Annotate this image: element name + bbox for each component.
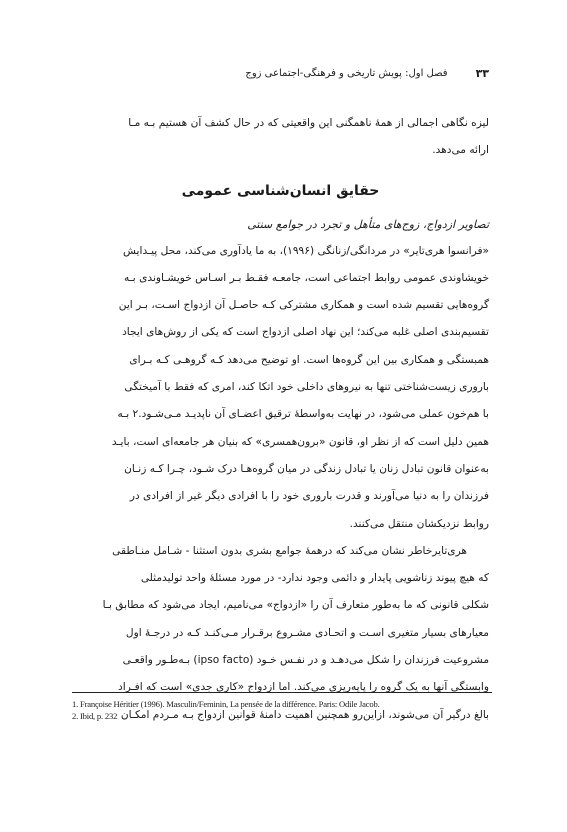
text-line: «فرانسوا هری‌تایر» در مردانگی/زنانگی (۱۹۹۶)، به ما یادآوری می‌کند، محل پیـدایش <box>123 244 489 257</box>
text-line: گروه‌هایی تقسیم شده است و همکاری مشترکی کـه حاصـل آن ازدواج اسـت، بـر این <box>118 299 489 312</box>
text-line: هری‌تایرخاطر نشان می‌کند که درهمهٔ جوامع بشری بدون استثنا - شـامل منـاطقی <box>112 544 467 557</box>
text-line: همبستگی و همکاری بین این گروه‌ها است. او توضیح می‌دهد کـه گروهـی کـه بـرای <box>129 353 489 366</box>
text-line: با هم‌خون عملی می‌شود، در نهایت به‌واسطهٔ ترقیق اعضـای آن ناپدیـد مـی‌شـود.۲ بـه <box>117 408 489 421</box>
text-line: شکلی قانونی که ما به‌طور متعارف آن را «ازدواج» می‌نامیم، ایجاد می‌شود که مطابق بـا <box>102 599 489 612</box>
text-line: باروری زیست‌شناختی تنها به نیروهای داخلی خود اتکا کند، امری که فقط با آمیختگی <box>124 381 489 394</box>
text-line: همین دلیل است که از نظر او، قانون «برون‌همسری» که بنیان هر جامعه‌ای است، بایـد <box>111 435 489 448</box>
text-line: وابستگی آنها به یک گروه را پایه‌ریزی می‌کند. اما ازدواج «کاری جدی» است که افـراد <box>118 681 489 694</box>
footnote-divider <box>72 692 492 693</box>
text-line: روابط نزدیکشان منتقل می‌کنند. <box>349 517 489 530</box>
text-line: معیارهای بسیار متغیری اسـت و اتحـادی مشـروع برقـرار مـی‌کنـد کـه در درجـهٔ اول <box>125 626 489 639</box>
intro-paragraph <box>72 110 489 165</box>
text-line: به‌عنوان قانون تبادل زنان یا تبادل زندگی در میان گروه‌هـا درک شـود، چـرا کـه زنـان <box>124 462 489 475</box>
running-title: فصل اول: پویش تاریخی و فرهنگی-اجتماعی زوج <box>245 67 448 79</box>
running-header <box>72 62 489 84</box>
text-line: بالغ درگیر آن می‌شوند، ازاین‌رو همچنین اهمیت دامنهٔ قوانین ازدواج بـه مـردم امکـان <box>120 708 489 721</box>
text-line: فرزندان را به دنیا می‌آورند و قدرت باروری خود را با افرادی دیگر غیر از افرادی در <box>129 490 489 503</box>
text-line: لیزه نگاهی اجمالی از همهٔ ناهمگنی این واقعیتی که در حال کشف آن هستیم بـه مـا <box>128 117 489 129</box>
main-text <box>72 110 489 729</box>
text-line: که هیچ پیوند زناشویی پایدار و دائمی وجود ندارد- در مورد مسئلهٔ واحد تولیدمثلی <box>140 572 489 585</box>
text-line: ارائه می‌دهد. <box>432 144 489 157</box>
section-heading: حقایق انسان‌شناسی عمومی <box>181 182 380 199</box>
footnote-2: 2. Ibid, p. 232 <box>72 711 118 721</box>
footnote-1: 1. Françoise Héritier (1996). Masculin/Feminin, La pensée de la différence. Paris: Odile Jacob. <box>72 699 380 709</box>
footnotes <box>72 698 489 722</box>
paragraph-1 <box>72 238 489 538</box>
text-line: خویشاوندی عمومی روابط اجتماعی است، جامعـه فقـط بـر اسـاس خویشـاوندی بـه <box>124 271 489 284</box>
section-subheading: تصاویر ازدواج، زوج‌های متأهل و تجرد در جوامع سنتی <box>247 217 489 231</box>
text-line: مشروعیت فرزندان را شکل می‌دهـد و در نفـس خـود (ipso facto) بـه‌طـور واقعـی <box>122 654 489 667</box>
page-number: ۳۳ <box>475 66 489 80</box>
text-line: تقسیم‌بندی اصلی غلبه می‌کند؛ این نهاد اصلی ازدواج است که یکی از روش‌های ایجاد <box>122 326 489 339</box>
